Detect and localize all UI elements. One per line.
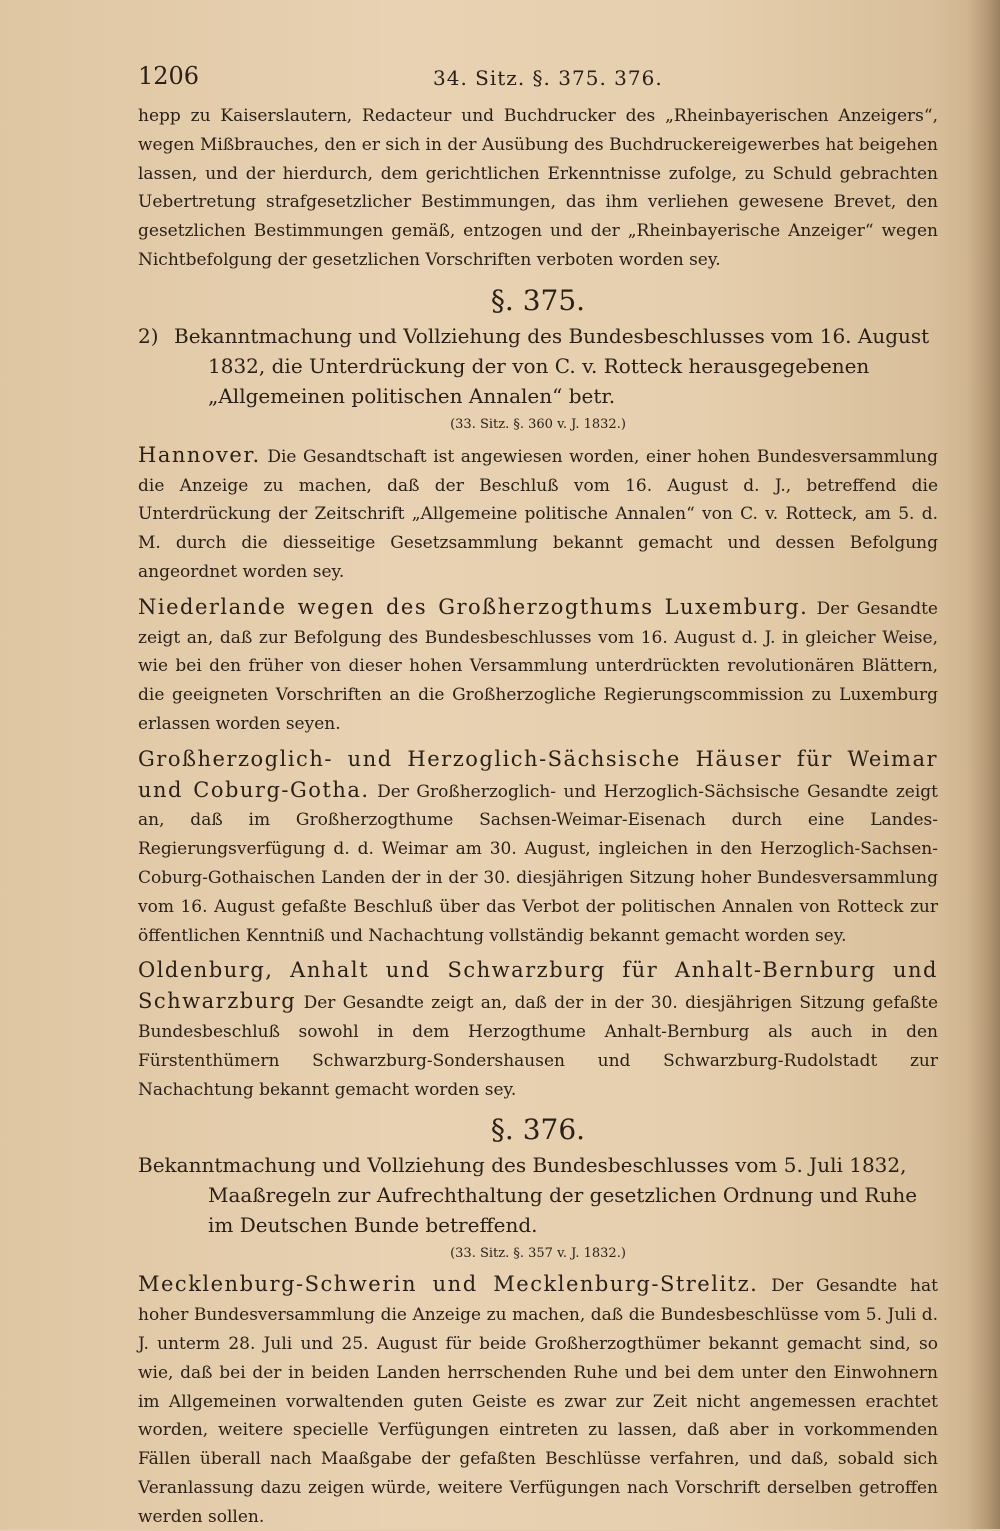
page-number: 1206 [138,62,200,90]
entry-text: Der Großherzoglich- und Herzoglich-Sächsische Gesandte zeigt an, daß im Großherzogthume Sachsen-Weimar-Eisenach durch eine Landes-Regierungsverfügung d. d. Weimar am 30. August, ingleichen in den Herzoglich-Sachsen-Coburg-Gothaischen Landen der in der 30. diesjährigen Sitzung hoher Bundesversammlung vom 16. August gefaßte Beschluß über das Verbot der politischen Annalen von Rotteck zur öffentlichen Kenntniß und Nachachtung vollständig bekannt gemacht worden sey. [138,781,938,946]
decree-number: 2) [138,323,159,348]
entry-mecklenburg [138,1270,938,1531]
section-376-decree: Bekanntmachung und Vollziehung des Bundesbeschlusses vom 5. Juli 1832, Maaßregeln zur Aufrechthaltung der gesetzlichen Ordnung und Ruhe im Deutschen Bunde betreffend. [138,1153,918,1238]
running-head: 34. Sitz. §. 375. 376. [433,66,663,90]
entry-text: Der Gesandte zeigt an, daß zur Befolgung des Bundesbeschlusses vom 16. August d. J. in gleicher Weise, wie bei den früher von dieser hohen Versammlung unterdrückten revolutionären Blättern, die geeigneten Vorschriften an die Großherzogliche Regierungscommission zu Luxemburg erlassen worden seyen. [138,598,938,734]
section-375-citation: (33. Sitz. §. 360 v. J. 1832.) [450,416,626,432]
entry-state: Oldenburg, Anhalt und Schwarzburg für Anhalt-Bernburg und Schwarzburg [138,958,938,1014]
entry-hannover [138,441,938,587]
entry-text: Die Gesandtschaft ist angewiesen worden, einer hohen Bundesversammlung die Anzeige zu machen, daß der Beschluß vom 16. August d. J., betreffend die Unterdrückung der Zeitschrift „Allgemeine politische Annalen“ von C. v. Rotteck, am 5. d. M. durch die diesseitige Gesetzsammlung bekannt gemacht und dessen Befolgung angeordnet worden sey. [138,446,938,582]
entry-text: Der Gesandte hat hoher Bundesversammlung die Anzeige zu machen, daß die Bundesbeschlüsse vom 5. Juli d. J. unterm 28. Juli und 25. August für beide Großherzogthümer bekannt gemacht sind, so wie, daß bei der in beiden Landen herrschenden Ruhe und bei dem unter den Einwohnern im Allgemeinen vorwaltenden guten Geiste es zwar zur Zeit nicht angemessen erachtet worden, weitere specielle Verfügungen eintreten zu lassen, daß aber in vorkommenden Fällen überall nach Maaßgabe der gefaßten Beschlüsse verfahren, und daß, sobald sich Veranlassung dazu zeigen würde, weitere Verfügungen nach Vorschrift derselben getroffen werden sollen. [138,1276,938,1527]
entry-state: Hannover. [138,442,261,467]
page-edge-shadow [966,0,1000,1529]
entry-state: Niederlande wegen des Großherzogthums Luxemburg. [138,594,809,619]
section-375-decree [138,321,938,411]
entry-oldenburg-anhalt [138,956,938,1104]
entry-saxon-houses [138,745,938,951]
section-376-title: §. 376. [490,1113,586,1147]
entry-state: Großherzoglich- und Herzoglich-Sächsische Häuser für Weimar und Coburg-Gotha. [138,746,938,802]
page-content [138,60,938,1531]
intro-paragraph: hepp zu Kaiserslautern, Redacteur und Buchdrucker des „Rheinbayerischen Anzeigers“, wegen Mißbrauches, den er sich in der Ausübung des Buchdruckereigewerbes hat beigehen lassen, und der hierdurch, dem gerichtlichen Erkenntnisse zufolge, zu Schuld gebrachten Uebertretung strafgesetzlicher Bestimmungen, das ihm verliehen gewesene Brevet, den gesetzlichen Bestimmungen gemäß, entzogen und der „Rheinbayerische Anzeiger“ wegen Nichtbefolgung der gesetzlichen Vorschriften verboten worden sey. [138,106,938,270]
page-header [138,60,938,100]
section-376-citation: (33. Sitz. §. 357 v. J. 1832.) [450,1246,626,1262]
entry-text: Der Gesandte zeigt an, daß der in der 30. diesjährigen Sitzung gefaßte Bundesbeschluß sowohl in dem Herzogthume Anhalt-Bernburg als auch in den Fürstenthümern Schwarzburg-Sondershausen und Schwarzburg-Rudolstadt zur Nachachtung bekannt gemacht worden sey. [138,993,939,1100]
entry-niederlande [138,593,938,739]
decree-text: Bekanntmachung und Vollziehung des Bundesbeschlusses vom 16. August 1832, die Unterdrückung der von C. v. Rotteck herausgegebenen „Allgemeinen politischen Annalen“ betr. [174,323,930,408]
section-375-title: §. 375. [490,283,586,317]
entry-state: Mecklenburg-Schwerin und Mecklenburg-Strelitz. [138,1272,759,1297]
